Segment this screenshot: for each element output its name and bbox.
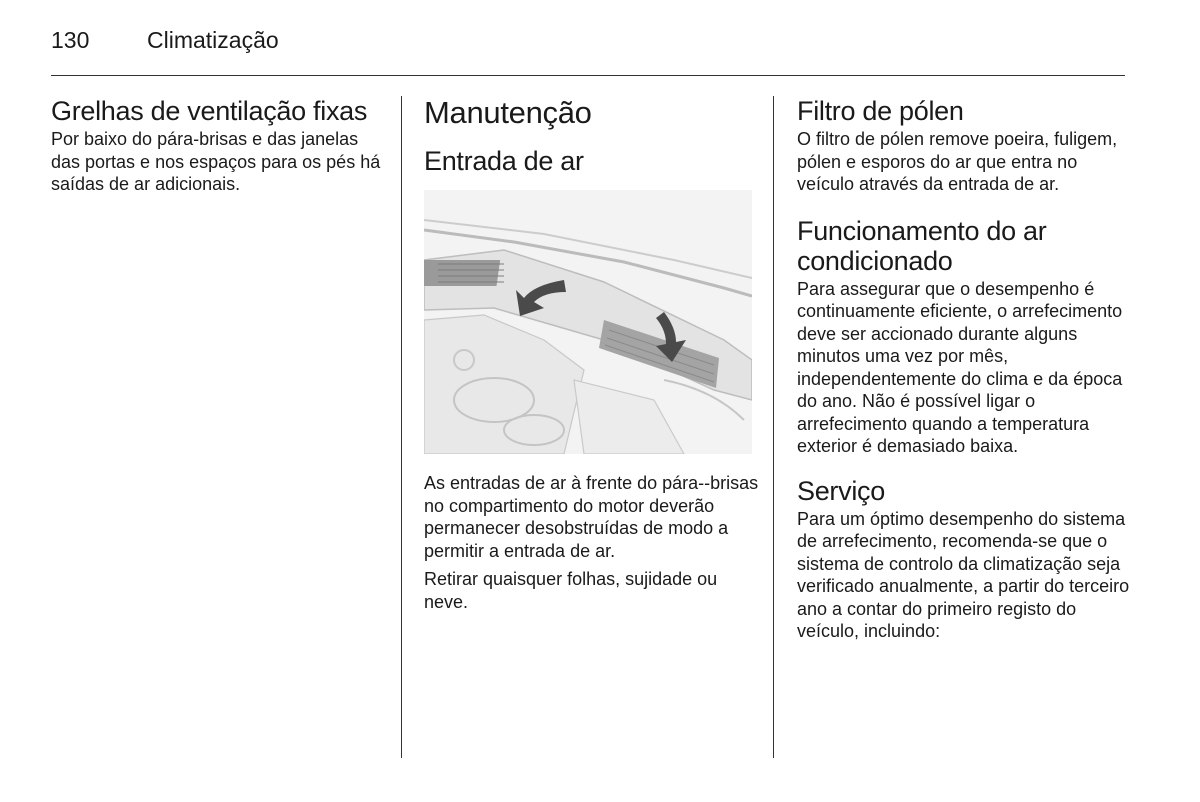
column-1	[51, 96, 386, 196]
engine-bay-illustration	[424, 190, 752, 454]
body-fixed-vents: Por baixo do pára-brisas e das janelas das portas e nos espaços para os pés há saídas de ar adicionais.	[51, 129, 381, 194]
heading-service: Serviço	[797, 475, 885, 506]
heading-air-intake: Entrada de ar	[424, 146, 584, 176]
section-title: Climatização	[147, 27, 279, 53]
body-pollen-filter: O filtro de pólen remove poeira, fuligem, pólen e esporos do ar que entra no veículo através da entrada de ar.	[797, 129, 1118, 194]
body-ac-operation: Para assegurar que o desempenho é continuamente eficiente, o arrefecimento deve ser accionado durante alguns minutos uma vez por mês, independentemente do clima e da época do ano. Não é possível ligar o arrefecimento quando a temperatura exterior é demasiado baixa.	[797, 278, 1123, 456]
header-rule	[51, 75, 1125, 76]
column-divider-1	[401, 96, 402, 758]
page-header	[51, 26, 279, 54]
body-air-intake-1: As entradas de ar à frente do pára--brisas no compartimento do motor deverão permanecer desobstruídas de modo a permitir a entrada de ar.	[424, 473, 759, 561]
engine-bay-air-intake-icon	[424, 190, 752, 454]
heading-fixed-vents: Grelhas de ventilação fixas	[51, 96, 368, 126]
column-3	[797, 96, 1132, 643]
body-service: Para um óptimo desempenho do sistema de arrefecimento, recomenda-se que o sistema de controlo da climatização seja verificado anualmente, a partir do terceiro ano a contar do primeiro registo do veículo, incluindo:	[797, 508, 1130, 641]
column-divider-2	[773, 96, 774, 758]
page-number: 130	[51, 27, 90, 53]
heading-maintenance: Manutenção	[424, 95, 592, 130]
heading-pollen-filter: Filtro de pólen	[797, 96, 964, 126]
body-air-intake-2: Retirar quaisquer folhas, sujidade ou neve.	[424, 569, 718, 612]
column-2	[424, 96, 759, 613]
heading-ac-operation: Funcionamento do ar condicionado	[797, 215, 1047, 276]
